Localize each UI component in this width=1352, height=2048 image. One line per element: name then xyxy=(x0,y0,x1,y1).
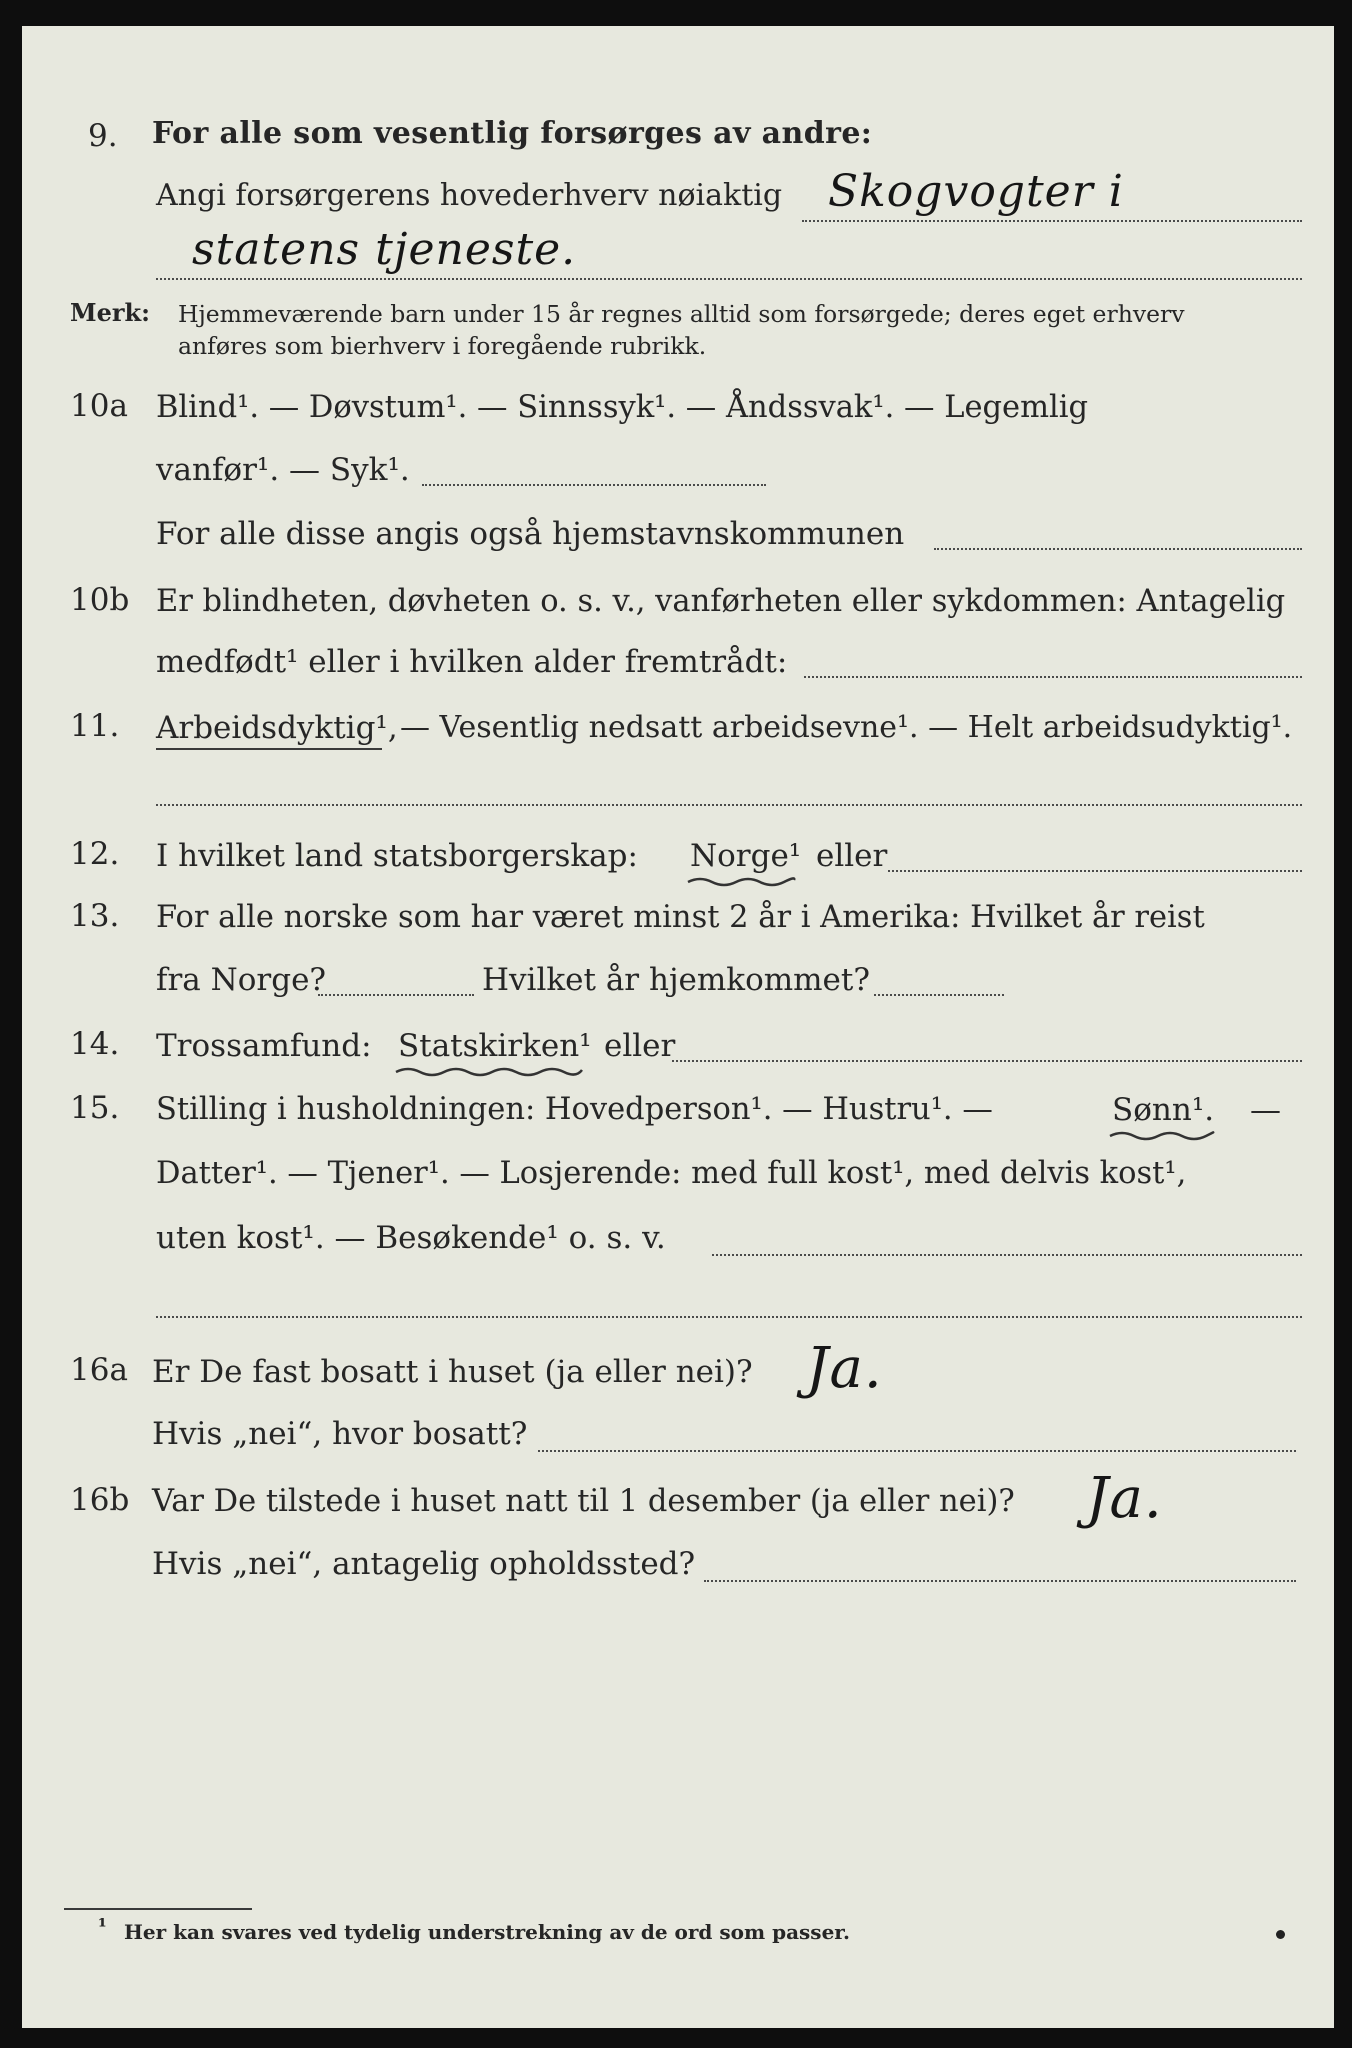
q9-heading: For alle som vesentlig forsørges av andre: xyxy=(152,116,873,151)
q16a-line-2: Hvis „nei“, hvor bosatt? xyxy=(152,1416,528,1452)
merk-text-1: Hjemmeværende barn under 15 år regnes alltid som forsørgede; deres eget erhverv xyxy=(178,300,1185,328)
q9-answer-line-2 xyxy=(156,278,1302,280)
q15-number: 15. xyxy=(70,1090,120,1126)
footnote-rule xyxy=(64,1908,252,1910)
q14-tail: eller xyxy=(604,1028,676,1064)
q16b-number: 16b xyxy=(70,1482,130,1518)
q14-answer-line xyxy=(672,1060,1302,1062)
q15-line-1-dash: — xyxy=(1250,1092,1281,1128)
q13-answer-line-2 xyxy=(874,994,1004,996)
q9-label: Angi forsørgerens hovederhverv nøiaktig xyxy=(156,178,783,213)
q9-number: 9. xyxy=(88,118,118,154)
q13-line-2a: fra Norge? xyxy=(156,962,327,998)
q14-option-statskirken: Statskirken¹ xyxy=(398,1028,592,1064)
ink-dot xyxy=(1276,1930,1285,1939)
q16b-line-2: Hvis „nei“, antagelig opholdssted? xyxy=(152,1546,696,1582)
footnote-marker: ¹ xyxy=(98,1914,107,1938)
q15-line-2: Datter¹. — Tjener¹. — Losjerende: med full kost¹, med delvis kost¹, xyxy=(156,1156,1187,1191)
q10b-answer-line xyxy=(804,676,1302,678)
q12-answer-line xyxy=(888,870,1302,872)
q16b-handwritten-answer: Ja. xyxy=(1086,1466,1163,1531)
q10b-number: 10b xyxy=(70,582,130,618)
q12-tail: eller xyxy=(816,838,888,874)
q14-number: 14. xyxy=(70,1026,120,1062)
q13-line-2b: Hvilket år hjemkommet? xyxy=(482,962,870,998)
q13-answer-line-1 xyxy=(318,994,474,996)
q16a-line-1: Er De fast bosatt i huset (ja eller nei)? xyxy=(152,1354,753,1390)
q14-text: Trossamfund: xyxy=(156,1028,372,1064)
q16b-line-1: Var De tilstede i huset natt til 1 desember (ja eller nei)? xyxy=(152,1484,1015,1519)
q9-answer-line-1 xyxy=(802,220,1302,222)
q11-other-options: — Vesentlig nedsatt arbeidsevne¹. — Helt arbeidsudyktig¹. xyxy=(400,710,1293,745)
q9-handwritten-answer-1: Skogvogter i xyxy=(828,166,1124,217)
q15-answer-line-2 xyxy=(156,1316,1302,1318)
q16a-number: 16a xyxy=(70,1352,128,1388)
footnote-text: Her kan svares ved tydelig understrekning av de ord som passer. xyxy=(124,1920,850,1944)
q16a-handwritten-answer: Ja. xyxy=(806,1336,883,1401)
q10b-line-1: Er blindheten, døvheten o. s. v., vanførheten eller sykdommen: Antagelig xyxy=(156,584,1286,619)
q10a-line-2: vanfør¹. — Syk¹. xyxy=(156,452,410,488)
q14-underline-mark xyxy=(394,1064,584,1078)
q12-number: 12. xyxy=(70,836,120,872)
q13-line-1: For alle norske som har været minst 2 år i Amerika: Hvilket år reist xyxy=(156,900,1205,935)
q15-answer-line-1 xyxy=(712,1254,1302,1256)
q10a-answer-line-2 xyxy=(934,548,1302,550)
q13-number: 13. xyxy=(70,898,120,934)
q10a-line-1: Blind¹. — Døvstum¹. — Sinnssyk¹. — Åndssvak¹. — Legemlig xyxy=(156,390,1089,425)
q10a-answer-line-1 xyxy=(422,484,766,486)
merk-label: Merk: xyxy=(70,298,150,327)
q15-line-1: Stilling i husholdningen: Hovedperson¹. — Hustru¹. — xyxy=(156,1092,993,1127)
q10b-line-2: medfødt¹ eller i hvilken alder fremtrådt: xyxy=(156,644,788,680)
q12-underline-mark xyxy=(686,874,796,888)
q12-text: I hvilket land statsborgerskap: xyxy=(156,838,638,874)
q10a-line-3: For alle disse angis også hjemstavnskommunen xyxy=(156,516,905,552)
q15-underline-mark xyxy=(1108,1128,1212,1142)
merk-text-2: anføres som bierhverv i foregående rubrikk. xyxy=(178,332,707,360)
q11-answer-line xyxy=(156,804,1302,806)
q9-handwritten-answer-2: statens tjeneste. xyxy=(192,224,577,275)
q10a-number: 10a xyxy=(70,388,128,424)
census-form-page xyxy=(22,26,1334,2028)
q15-line-3: uten kost¹. — Besøkende¹ o. s. v. xyxy=(156,1220,666,1256)
q11-number: 11. xyxy=(70,708,120,744)
q11-option-arbeidsdyktig: Arbeidsdyktig¹, xyxy=(156,710,398,746)
q12-option-norge: Norge¹ xyxy=(690,838,802,874)
q15-option-sonn: Sønn¹. xyxy=(1112,1092,1215,1128)
q16a-answer-line xyxy=(538,1450,1296,1452)
q16b-answer-line xyxy=(704,1580,1296,1582)
q11-underline-mark xyxy=(156,748,382,750)
